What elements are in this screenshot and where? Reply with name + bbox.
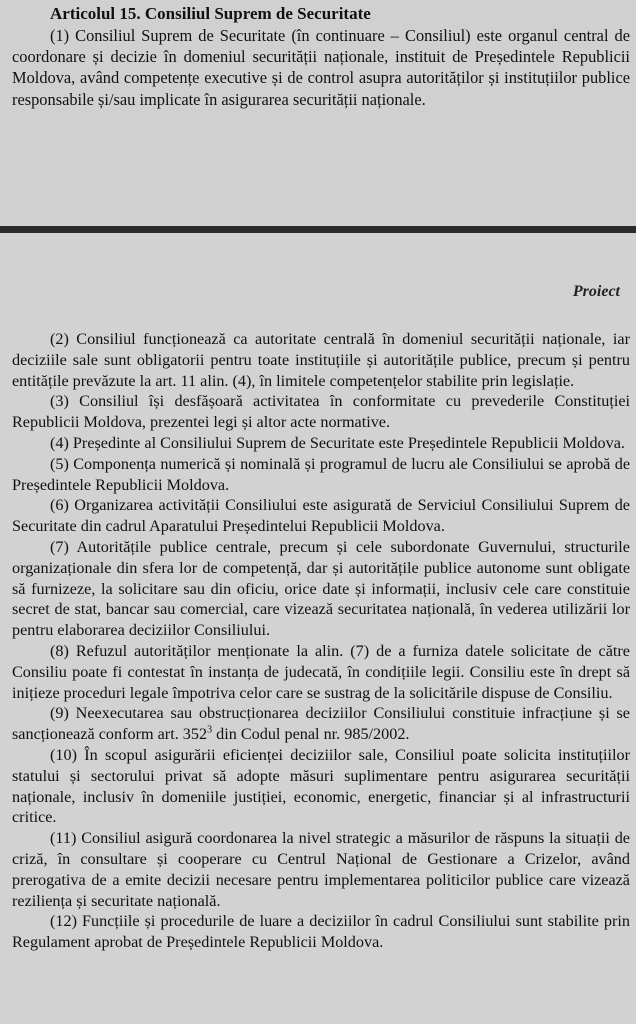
paragraph-4: (4) Președinte al Consiliului Suprem de Securitate este Președintele Republicii Moldova.: [50, 433, 625, 452]
paragraph-7: (7) Autoritățile publice centrale, precum și cele subordonate Guvernului, structurile organizaționale din sfera lor de competență, dar și autoritățile publice autonome sunt obligate să furnizeze, la solicitare sau din oficiu, orice date și informații, inclusiv cele care constituie secret de stat, bancar sau comercial, care vizează securitatea națională, în vederea utilizării lor pentru elaborarea deciziilor Consiliului.: [12, 537, 630, 640]
page-divider: [0, 226, 636, 233]
article-title: Articolul 15. Consiliul Suprem de Securitate: [50, 4, 371, 23]
paragraph-9-tail: din Codul penal nr. 985/2002.: [212, 725, 410, 744]
paragraph-9-text: (9) Neexecutarea sau obstrucționarea deciziilor Consiliului constituie infracțiune și se sancționează conform art. 352: [12, 704, 630, 744]
paragraph-8: (8) Refuzul autorităților menționate la alin. (7) de a furniza datele solicitate de către Consiliu poate fi contestat în instanța de judecată, în condițiile legii. Consiliu este în drept să inițieze proceduri legale împotriva celor care se sustrag de la solicitările dispuse de Consiliu.: [12, 641, 630, 702]
paragraph-9-superscript: 3: [207, 724, 213, 736]
paragraph-12: (12) Funcțiile și procedurile de luare a deciziilor în cadrul Consiliului sunt stabilite prin Regulament aprobat de Președintele Republicii Moldova.: [12, 912, 630, 952]
previous-page-fragment: [0, 0, 636, 226]
paragraph-2: (2) Consiliul funcționează ca autoritate centrală în domeniul securității naționale, iar deciziile sale sunt obligatorii pentru toate instituțiile și autoritățile publice, precum și pentru entitățile prevăzute la art. 11 alin. (4), în limitele competențelor stabilite prin legislație.: [12, 330, 630, 390]
draft-label: Proiect: [572, 283, 620, 300]
paragraph-1: (1) Consiliul Suprem de Securitate (în continuare – Consiliul) este organul central de coordonare și decizie în domeniul securității naționale, instituit de Președintele Republicii Moldova, având competențe executive și de control asupra autorităților și instituțiilor publice responsabile și/sau implicate în asigurarea securității naționale.: [12, 26, 630, 109]
article-body: [12, 329, 630, 953]
paragraph-10: (10) În scopul asigurării eficienței deciziilor sale, Consiliul poate solicita instituțiilor statului și sectorului privat să adopte măsuri suplimentare pentru asigurarea securității naționale, inclusiv în domeniile justiției, economic, energetic, financiar și al infrastructurii critice.: [12, 745, 630, 827]
paragraph-11: (11) Consiliul asigură coordonarea la nivel strategic a măsurilor de răspuns la situații de criză, în consultare și cooperare cu Centrul Național de Gestionare a Crizelor, având prerogativa de a emite decizii necesare pentru implementarea politicilor publice care vizează reziliența și securitate națională.: [12, 829, 630, 910]
paragraph-9: [12, 703, 630, 745]
paragraph-6: (6) Organizarea activității Consiliului este asigurată de Serviciul Consiliului Suprem de Securitate din cadrul Aparatului Președintelui Republicii Moldova.: [12, 496, 630, 536]
paragraph-3: (3) Consiliul își desfășoară activitatea în conformitate cu prevederile Constituției Republicii Moldova, prezentei legi și altor acte normative.: [12, 392, 630, 432]
paragraph-5: (5) Componența numerică și nominală și programul de lucru ale Consiliului se aprobă de Președintele Republicii Moldova.: [12, 454, 630, 494]
